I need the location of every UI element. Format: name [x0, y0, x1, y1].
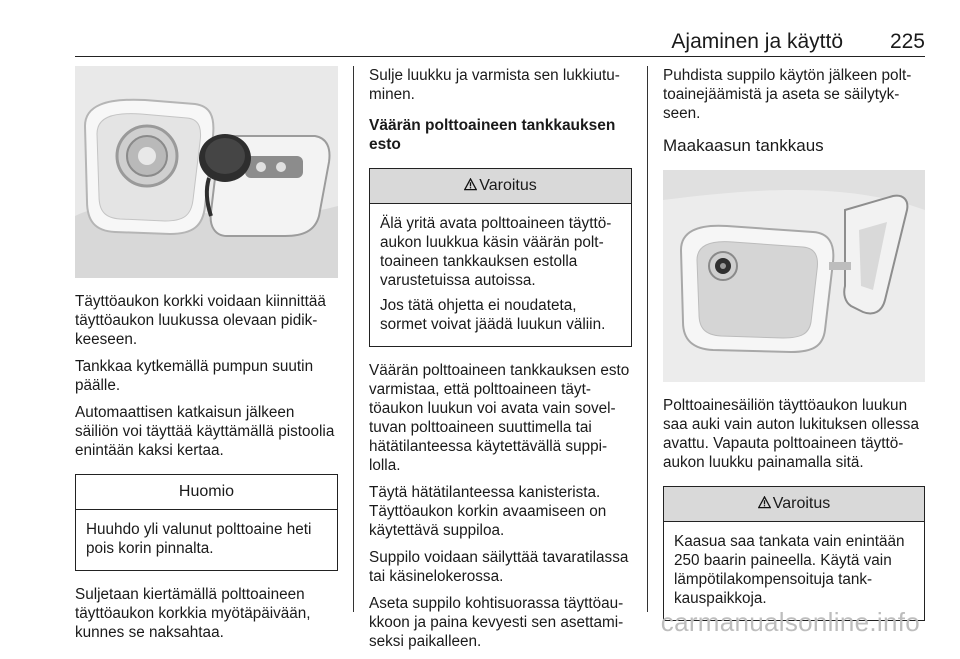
warning-triangle-icon	[464, 178, 477, 191]
warning-title: Varoitus	[479, 177, 537, 194]
watermark: carmanualsonline.info	[660, 607, 920, 637]
text-paragraph: Aseta suppilo kohtisuorassa täyttöaukkoon ja paina kevyesti sen asettamiseksi paikalleen.	[369, 595, 624, 650]
text-paragraph: Puhdista suppilo käytön jälkeen polttoainejäämistä ja aseta se säilytykseen.	[663, 67, 912, 122]
warning-header	[370, 169, 631, 204]
fuel-cap-illustration	[75, 66, 338, 278]
page-header	[75, 26, 925, 57]
notice-title: Huomio	[76, 475, 337, 510]
column-3	[663, 66, 925, 635]
text-paragraph: Automaattisen katkaisun jälkeen säiliön voi täyttää käyttämällä pistoolia enintään kaksi kertaa.	[75, 404, 335, 459]
warning-text: Kaasua saa tankata vain enintään 250 baarin paineella. Käytä vain lämpötilakompensoituja tankkauspaikkoja.	[674, 533, 905, 607]
cng-filler-illustration	[663, 170, 925, 382]
warning-header	[664, 487, 924, 522]
text-paragraph: Täyttöaukon korkki voidaan kiinnittää täyttöaukon luukussa olevaan pidikkeeseen.	[75, 293, 326, 348]
warning-box	[663, 486, 925, 621]
column-2	[369, 66, 632, 659]
section-heading: Maakaasun tankkaus	[663, 136, 824, 155]
warning-title: Varoitus	[772, 495, 831, 512]
text-paragraph: Suljetaan kiertämällä polttoaineen täyttöaukon korkkia myötäpäivään, kunnes se naksahtaa.	[75, 586, 311, 641]
column-divider	[353, 66, 354, 612]
text-paragraph: Suppilo voidaan säilyttää tavaratilassa tai käsinelokerossa.	[369, 549, 629, 585]
text-paragraph: Väärän polttoaineen tankkauksen esto varmistaa, että polttoaineen täyttöaukon luukun voi avata vain soveltuvan polttoaineen suuttimella tai hätätilanteessa käytettävällä suppilolla.	[369, 362, 630, 474]
notice-text: Huuhdo yli valunut polttoaine heti pois korin pinnalta.	[86, 521, 312, 557]
page-number: 225	[889, 30, 925, 53]
notice-box	[75, 474, 338, 571]
cng-filler-photo	[663, 170, 925, 382]
warning-triangle-icon	[758, 496, 771, 509]
warning-box	[369, 168, 632, 347]
fuel-cap-photo	[75, 66, 338, 278]
text-paragraph: Polttoainesäiliön täyttöaukon luukun saa auki vain auton lukituksen ollessa avattu. Vapauta polttoaineen täyttöaukon luukku painamalla sitä.	[663, 397, 919, 471]
warning-text: Jos tätä ohjetta ei noudateta, sormet voivat jäädä luukun väliin.	[380, 297, 606, 333]
warning-text: Älä yritä avata polttoaineen täyttöaukon luukkua käsin väärän polttoaineen tankkauksen estolla varustetuissa autoissa.	[380, 215, 612, 289]
section-heading: Väärän polttoaineen tankkauksen esto	[369, 117, 616, 153]
column-divider	[647, 66, 648, 612]
text-paragraph: Sulje luukku ja varmista sen lukkiutuminen.	[369, 67, 620, 103]
page-title: Ajaminen ja käyttö	[671, 30, 843, 53]
text-paragraph: Tankkaa kytkemällä pumpun suutin päälle.	[75, 358, 314, 394]
column-1	[75, 66, 338, 650]
text-paragraph: Täytä hätätilanteessa kanisterista. Täyttöaukon korkin avaamiseen on käytettävä suppiloa.	[369, 484, 607, 539]
